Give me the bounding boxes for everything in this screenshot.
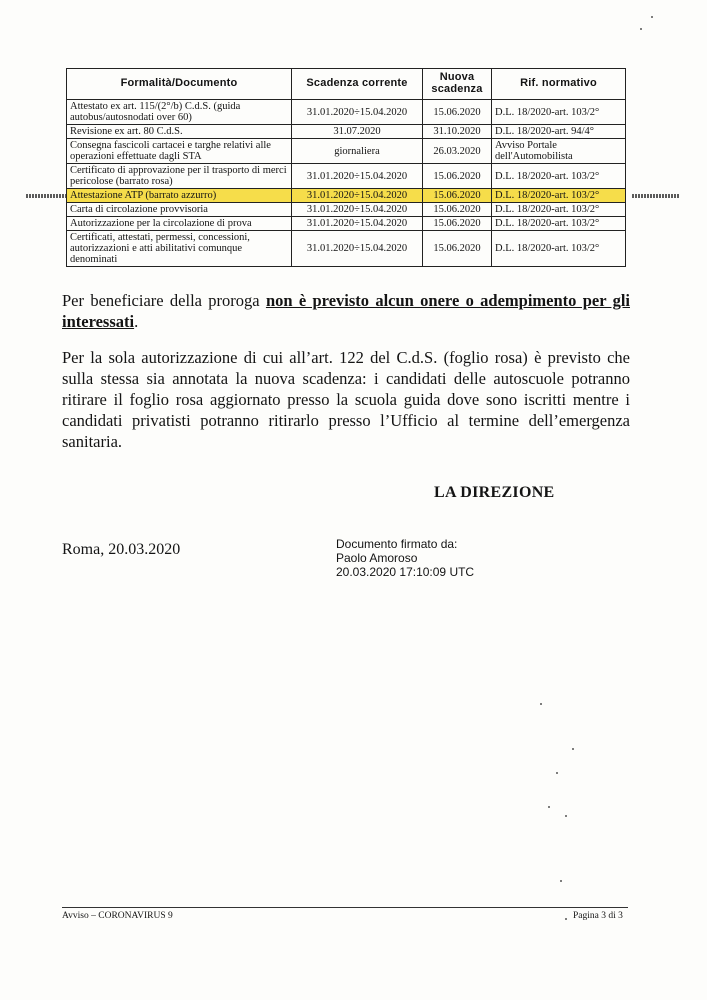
cell-current-deadline: 31.07.2020 <box>292 125 423 139</box>
cell-new-deadline: 15.06.2020 <box>423 231 492 267</box>
page-number: Pagina 3 di 3 <box>573 911 623 921</box>
cell-new-deadline: 26.03.2020 <box>423 139 492 164</box>
signatory-title: LA DIREZIONE <box>434 484 555 501</box>
table-row <box>67 125 626 139</box>
cell-current-deadline: giornaliera <box>292 139 423 164</box>
signature-label: Documento firmato da: <box>336 537 458 551</box>
cell-new-deadline: 15.06.2020 <box>423 203 492 217</box>
cell-legal-reference: D.L. 18/2020-art. 103/2° <box>492 164 626 189</box>
table-row-highlighted <box>67 189 626 203</box>
table-row <box>67 139 626 164</box>
cell-current-deadline: 31.01.2020÷15.04.2020 <box>292 164 423 189</box>
paragraph-proroga-text: Per beneficiare della proroga <box>62 291 266 310</box>
cell-legal-reference: D.L. 18/2020-art. 103/2° <box>492 203 626 217</box>
paragraph-proroga <box>62 290 630 332</box>
cell-document: Autorizzazione per la circolazione di prova <box>67 217 292 231</box>
cell-current-deadline: 31.01.2020÷15.04.2020 <box>292 231 423 267</box>
digital-signature-block <box>336 537 474 579</box>
cell-legal-reference: Avviso Portale dell'Automobilista <box>492 139 626 164</box>
cell-new-deadline: 15.06.2020 <box>423 100 492 125</box>
scan-mark-left <box>26 194 66 198</box>
table-row <box>67 100 626 125</box>
scan-mark-right <box>632 194 680 198</box>
cell-legal-reference: D.L. 18/2020-art. 103/2° <box>492 100 626 125</box>
cell-legal-reference: D.L. 18/2020-art. 103/2° <box>492 189 626 203</box>
cell-document: Consegna fascicoli cartacei e targhe relativi alle operazioni effettuate dagli STA <box>67 139 292 164</box>
cell-new-deadline: 15.06.2020 <box>423 164 492 189</box>
table-row <box>67 217 626 231</box>
deadlines-table <box>66 68 626 267</box>
paragraph-proroga-end: . <box>134 312 139 331</box>
signature-timestamp: 20.03.2020 17:10:09 UTC <box>336 565 475 579</box>
table-header-row <box>67 69 626 100</box>
table-row <box>67 203 626 217</box>
footer-notice-label: Avviso – CORONAVIRUS 9 <box>62 911 173 921</box>
table-row <box>67 231 626 267</box>
cell-new-deadline: 15.06.2020 <box>423 189 492 203</box>
emphasis-no-burden: non è previsto alcun onere o adempimento per gli interessati <box>62 291 630 331</box>
header-legal-reference: Rif. normativo <box>492 69 626 100</box>
cell-document: Attestazione ATP (barrato azzurro) <box>67 189 292 203</box>
place-date: Roma, 20.03.2020 <box>62 541 181 558</box>
cell-current-deadline: 31.01.2020÷15.04.2020 <box>292 100 423 125</box>
cell-current-deadline: 31.01.2020÷15.04.2020 <box>292 203 423 217</box>
header-current-deadline: Scadenza corrente <box>292 69 423 100</box>
table-row <box>67 164 626 189</box>
cell-document: Attestato ex art. 115/(2°/b) C.d.S. (guida autobus/autosnodati over 60) <box>67 100 292 125</box>
paragraph-foglio-rosa: Per la sola autorizzazione di cui all’art. 122 del C.d.S. (foglio rosa) è previsto che sulla stessa sia annotata la nuova scadenza: i candidati delle autoscuole potranno ritirare il foglio rosa aggiornato presso la scuola guida dove sono iscritti mentre i candidati privatisti potranno ritirarlo presso l’Ufficio al termine dell’emergenza sanitaria. <box>62 348 630 451</box>
cell-legal-reference: D.L. 18/2020-art. 103/2° <box>492 217 626 231</box>
cell-current-deadline: 31.01.2020÷15.04.2020 <box>292 189 423 203</box>
cell-new-deadline: 31.10.2020 <box>423 125 492 139</box>
header-new-deadline: Nuova scadenza <box>423 69 492 100</box>
cell-document: Revisione ex art. 80 C.d.S. <box>67 125 292 139</box>
header-document: Formalità/Documento <box>67 69 292 100</box>
cell-document: Certificato di approvazione per il trasporto di merci pericolose (barrato rosa) <box>67 164 292 189</box>
cell-document: Certificati, attestati, permessi, concessioni, autorizzazioni e atti abilitativi comunque denominati <box>67 231 292 267</box>
cell-legal-reference: D.L. 18/2020-art. 103/2° <box>492 231 626 267</box>
footer-divider <box>62 907 628 908</box>
cell-current-deadline: 31.01.2020÷15.04.2020 <box>292 217 423 231</box>
cell-document: Carta di circolazione provvisoria <box>67 203 292 217</box>
cell-new-deadline: 15.06.2020 <box>423 217 492 231</box>
cell-legal-reference: D.L. 18/2020-art. 94/4° <box>492 125 626 139</box>
signer-name: Paolo Amoroso <box>336 551 418 565</box>
